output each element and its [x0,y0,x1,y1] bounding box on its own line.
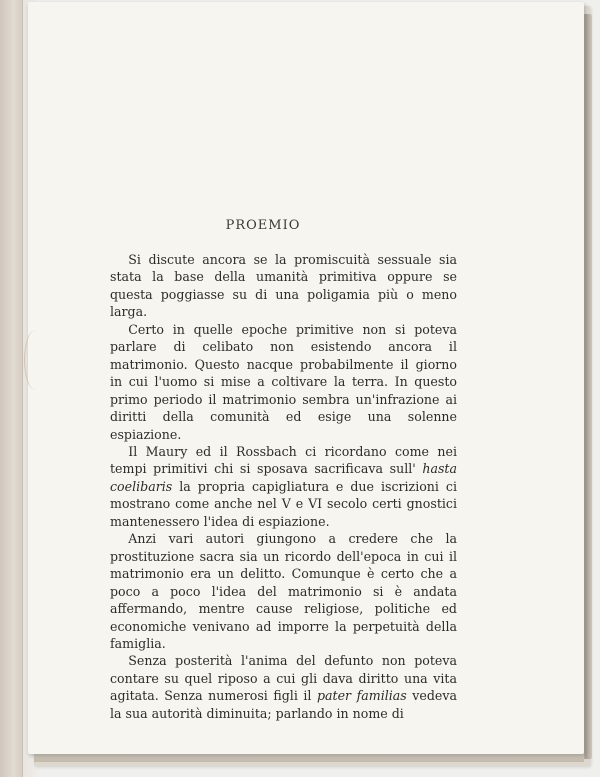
italic-phrase: hasta coelibaris [110,461,457,494]
book-spine [0,0,23,777]
paragraph [110,530,457,652]
text-run: Certo in quelle epoche primitive non si poteva parlare di celibato non esistendo ancora il matrimonio. Questo nacque probabilmente il giorno in cui l'uomo si mise a coltivare la terra. In questo primo periodo il matrimonio sembra un'infrazione ai diritti della comunità ed esige una solenne espiazione. [110,321,457,442]
binding-thread [24,330,47,390]
text-run: Anzi vari autori giungono a credere che la prostituzione sacra sia un ricordo dell'epoca in cui il matrimonio era un delitto. Comunque è certo che a poco a poco l'idea del matrimonio si è andata affermando, mentre cause religiose, politiche ed economiche venivano ad imporre la perpetuità della famiglia. [110,531,457,651]
text-run: vedeva la sua autorità diminuita; parlando in nome di [110,688,457,721]
text-run: la propria capigliatura e due iscrizioni ci mostrano come anche nel V e VI secolo certi gnostici mantenessero l'idea di espiazione. [110,478,457,529]
text-run: Il Maury ed il Rossbach ci ricordano come nei tempi primitivi chi si sposava sacrificava sull' [110,443,457,477]
paragraph [110,652,457,722]
paragraph [110,251,457,321]
chapter-heading: PROEMIO [225,218,301,233]
paragraph [110,321,457,443]
paragraph [110,443,457,530]
italic-phrase: pater familias [316,688,407,704]
text-run: Senza posterità l'anima del defunto non poteva contare su quel riposo a cui gli dava diritto una vita agitata. Senza numerosi figli il [110,653,457,704]
text-run: Si discute ancora se la promiscuità sessuale sia stata la base della umanità primitiva oppure se questa poggiasse su di una poligamia più o meno larga. [110,252,457,320]
body-text [110,251,457,722]
